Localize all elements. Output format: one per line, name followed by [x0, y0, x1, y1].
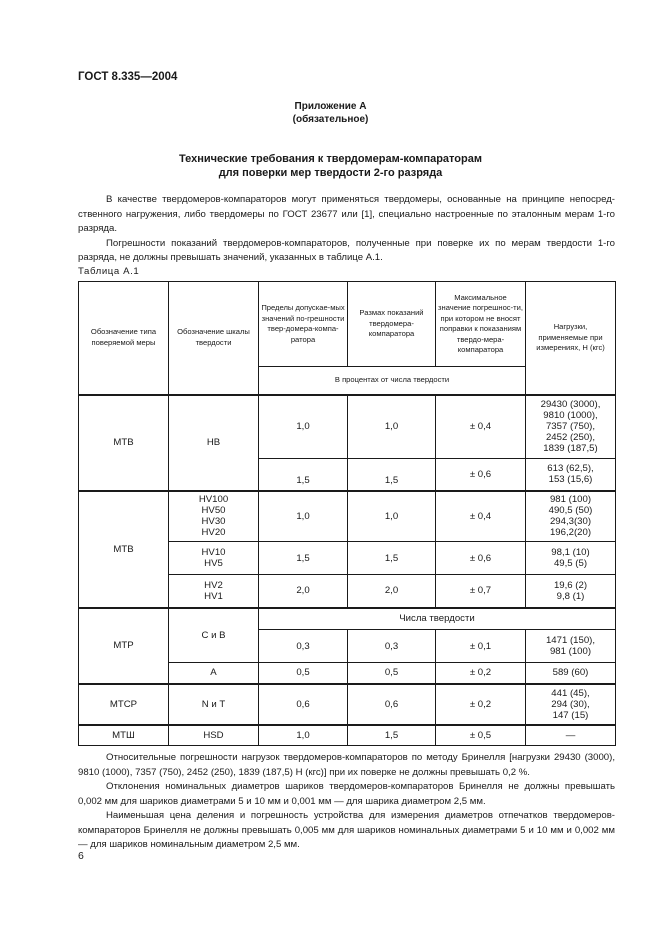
cell-range: 0,3 [348, 630, 436, 663]
cell-limit: 0,5 [259, 663, 348, 684]
cell-max-error: ± 0,1 [436, 630, 526, 663]
load-line: 7357 (750), [545, 421, 596, 433]
cell-type: МТШ [79, 725, 169, 746]
load-line: 981 (100) [549, 646, 592, 657]
cell-scale [169, 575, 259, 608]
cell-limit: 0,6 [259, 684, 348, 725]
cell-type: МТР [79, 608, 169, 684]
cell-loads [526, 491, 616, 542]
outro-paragraph: Отклонения номинальных диаметров шариков твердомеров-компараторов Бринелля не должны превышать 0,002 мм для шариков диаметрами 5 и 10 мм и 0,001 мм — для шарика диаметром 2,5 мм. [78, 781, 615, 807]
intro-paragraph: В качестве твердомеров-компараторов могут применяться твердомеры, основанные на принципе непосред-ственного нагружения, либо твердомеры по ГОСТ 23677 или [1], специально настроенные по эталонным мерам 1-го разряда. [78, 194, 615, 234]
cell-loads [526, 395, 616, 459]
cell-loads: — [526, 725, 616, 746]
table-row [79, 725, 616, 746]
intro-text [78, 193, 615, 266]
table-caption: Таблица А.1 [78, 266, 140, 277]
load-line: 1839 (187,5) [543, 443, 598, 455]
cell-loads [526, 459, 616, 491]
header-unit-numbers: Числа твердости [259, 608, 616, 630]
cell-scale [169, 542, 259, 575]
header-limits: Пределы допускае-мых значений по-грешности твер-домера-компа-ратора [259, 282, 348, 367]
cell-max-error: ± 0,6 [436, 459, 526, 491]
scale-line: HV2 [204, 579, 223, 591]
load-line: 147 (15) [552, 709, 589, 721]
appendix-subtitle: (обязательное) [292, 114, 369, 125]
cell-limit: 1,0 [259, 725, 348, 746]
cell-range: 0,6 [348, 684, 436, 725]
table-row [79, 684, 616, 725]
header-max-error: Максимальное значение погрешнос-ти, при котором не вносят поправки к показаниям твердо-мера-компаратора [436, 282, 526, 367]
cell-limit: 1,0 [259, 491, 348, 542]
cell-max-error: ± 0,2 [436, 684, 526, 725]
cell-range: 1,5 [348, 725, 436, 746]
load-line: 196,2(20) [549, 527, 592, 539]
cell-limit: 2,0 [259, 575, 348, 608]
cell-loads [526, 630, 616, 663]
load-line: 441 (45), [551, 687, 590, 699]
cell-range: 1,5 [348, 459, 436, 491]
document-header: ГОСТ 8.335—2004 [78, 71, 178, 83]
load-line: 9,8 (1) [556, 590, 585, 602]
load-line: 2452 (250), [545, 432, 596, 444]
table-row [79, 491, 616, 542]
cell-limit: 0,3 [259, 630, 348, 663]
cell-limit: 1,0 [259, 395, 348, 459]
load-line: 613 (62,5), [547, 463, 594, 475]
load-line: 490,5 (50) [548, 505, 593, 517]
cell-type: МТВ [79, 395, 169, 491]
table-row [79, 395, 616, 459]
scale-line: HV100 [198, 494, 229, 506]
cell-scale: A [169, 663, 259, 684]
section-title-line1: Технические требования к твердомерам-компараторам [179, 153, 482, 165]
load-line: 294 (30), [551, 698, 590, 710]
scale-line: HV10 [201, 547, 226, 558]
load-line: 98,1 (10) [551, 547, 590, 558]
cell-max-error: ± 0,5 [436, 725, 526, 746]
scale-line: HV1 [204, 590, 223, 602]
appendix-title: Приложение А [294, 101, 367, 112]
cell-max-error: ± 0,7 [436, 575, 526, 608]
table-header-row [79, 282, 616, 367]
cell-range: 0,5 [348, 663, 436, 684]
cell-scale: N и T [169, 684, 259, 725]
cell-limit: 1,5 [259, 542, 348, 575]
section-title-line2: для поверки мер твердости 2-го разряда [218, 167, 443, 179]
cell-scale: C и B [169, 608, 259, 663]
outro-paragraph: Относительные погрешности нагрузок твердомеров-компараторов по методу Бринелля [нагрузки 29430 (3000), 9810 (1000), 7357 (750), 2452 (250), 1839 (187,5) Н (кгс)] при их поверке не должны превышать 0,2 %. [78, 752, 615, 778]
cell-max-error: ± 0,2 [436, 663, 526, 684]
outro-text [78, 751, 615, 853]
cell-range: 2,0 [348, 575, 436, 608]
load-line: 19,6 (2) [553, 579, 588, 591]
load-line: 29430 (3000), [540, 399, 601, 411]
header-range: Размах показаний твердомера-компаратора [348, 282, 436, 367]
cell-loads [526, 542, 616, 575]
load-line: 9810 (1000), [543, 410, 598, 422]
page-number: 6 [78, 850, 84, 862]
header-unit-percent: В процентах от числа твердости [259, 367, 526, 395]
cell-max-error: ± 0,4 [436, 395, 526, 459]
cell-scale: HB [169, 395, 259, 491]
cell-type: МТСР [79, 684, 169, 725]
load-line: 981 (100) [549, 494, 592, 506]
load-line: 1471 (150), [545, 635, 596, 646]
cell-limit: 1,5 [259, 459, 348, 491]
load-line: 49,5 (5) [553, 558, 588, 569]
cell-loads [526, 684, 616, 725]
header-type: Обозначение типа поверяемой меры [79, 282, 169, 395]
outro-paragraph: Наименьшая цена деления и погрешность устройства для измерения диаметров отпечатков твердомеров-компараторов Бринелля не должны превышать 0,005 мм для шариков номинальных диаметрами 5 и 10 мм и 0,002 мм — для шариков номинальным диаметром 2,5 мм. [78, 810, 615, 850]
requirements-table [78, 281, 616, 746]
cell-loads [526, 575, 616, 608]
scale-line: HV50 [201, 505, 226, 517]
cell-type: МТВ [79, 491, 169, 608]
cell-max-error: ± 0,4 [436, 491, 526, 542]
load-line: 294,3(30) [549, 516, 592, 528]
cell-scale: HSD [169, 725, 259, 746]
scale-line: HV30 [201, 516, 226, 528]
scale-line: HV20 [201, 527, 226, 539]
cell-max-error: ± 0,6 [436, 542, 526, 575]
cell-range: 1,0 [348, 395, 436, 459]
load-line: 153 (15,6) [548, 474, 593, 486]
header-loads: Нагрузки, применяемые при измерениях, Н (кгс) [526, 282, 616, 395]
cell-range: 1,0 [348, 491, 436, 542]
scale-line: HV5 [204, 558, 223, 569]
cell-scale [169, 491, 259, 542]
cell-range: 1,5 [348, 542, 436, 575]
intro-paragraph: Погрешности показаний твердомеров-компараторов, полученные при поверке их по мерам твердости 1-го разряда, не должны превышать значений, указанных в таблице А.1. [78, 237, 615, 263]
cell-loads: 589 (60) [526, 663, 616, 684]
table-row [79, 608, 616, 630]
header-scale: Обозначение шкалы твердости [169, 282, 259, 395]
